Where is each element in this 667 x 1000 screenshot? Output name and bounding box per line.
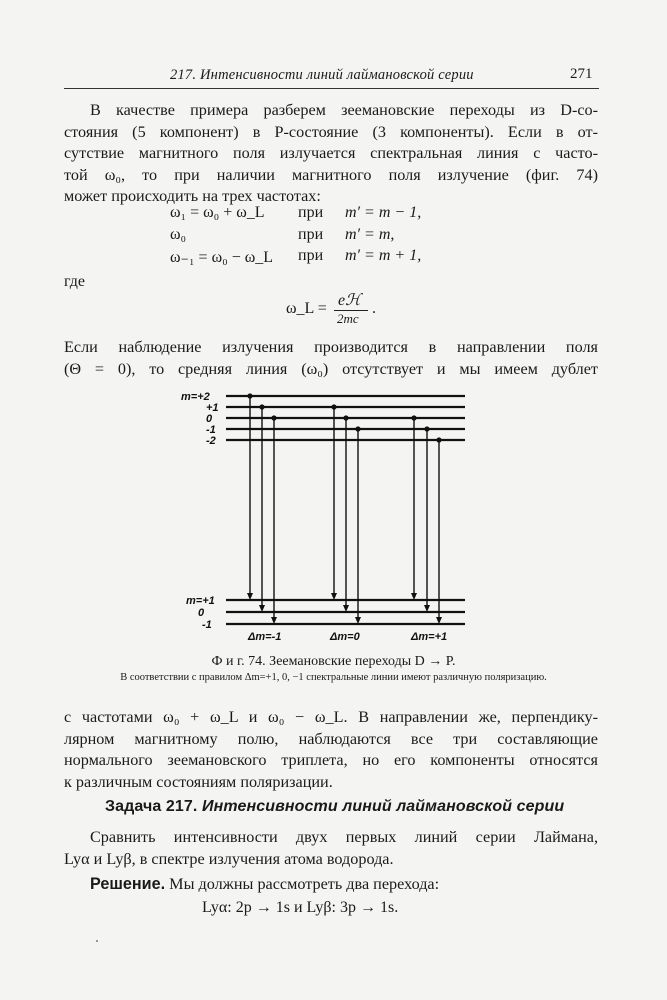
- paragraph-doublet: [64, 707, 598, 793]
- paragraph-task: [64, 827, 598, 870]
- transition-dot: [259, 404, 264, 409]
- zeeman-diagram: [175, 385, 475, 650]
- text-line: лярном магнитному полю, наблюдаются все три составляющие: [64, 729, 598, 748]
- text-line: [64, 874, 598, 896]
- equation-lhs: ω₀: [170, 226, 187, 243]
- header-rule: [64, 88, 599, 89]
- text-line: нормального зеемановского триплета, но его компоненты относятся: [64, 751, 598, 770]
- task-label: Задача 217.: [105, 798, 198, 815]
- equation-lhs: ω₁ = ω₀ + ω_L: [170, 204, 265, 221]
- omega-l-formula: [286, 290, 386, 330]
- formula-denominator: 2mc: [337, 311, 359, 326]
- transition-dot: [424, 426, 429, 431]
- upper-level-label: m=+2: [181, 391, 210, 403]
- transition-dot: [247, 393, 252, 398]
- text-line: Сравнить интенсивности двух первых линий серии Лаймана,: [90, 828, 598, 846]
- formula-lhs: ω_L =: [286, 300, 327, 317]
- lower-level-label: -1: [202, 619, 212, 631]
- group-label: Δm=+1: [411, 631, 448, 643]
- formula-end: .: [372, 300, 376, 317]
- equation-word: при: [298, 226, 324, 243]
- text-line: В качестве примера разберем зеемановские переходы из D-со-: [90, 101, 598, 119]
- group-label: Δm=-1: [248, 631, 282, 643]
- equation-word: при: [298, 204, 324, 221]
- equation-condition: m′ = m,: [345, 226, 395, 243]
- lower-level-label: m=+1: [186, 595, 215, 607]
- page-number: 271: [570, 66, 593, 82]
- upper-level-label: 0: [206, 413, 213, 425]
- text-line: Lyα и Lyβ, в спектре излучения атома водорода.: [64, 849, 394, 868]
- equation-lhs: ω₋₁ = ω₀ − ω_L: [170, 249, 274, 266]
- figure-note: В соответствии с правилом Δm=+1, 0, −1 спектральные линии имеют различную поляризацию.: [120, 672, 547, 683]
- lower-level-label: 0: [198, 607, 205, 619]
- transition-dot: [436, 437, 441, 442]
- text-line: к различным состояниям поляризации.: [64, 772, 333, 791]
- text-line: Если наблюдение излучения производится в направлении поля: [64, 338, 598, 356]
- transition-dot: [411, 415, 416, 420]
- paragraph-intro: [64, 100, 598, 208]
- formula-numerator: eℋ: [338, 292, 361, 309]
- transition-dot: [343, 415, 348, 420]
- equation-word: при: [298, 247, 324, 264]
- equation-condition: m′ = m − 1,: [345, 204, 422, 221]
- solution-text: Мы должны рассмотреть два перехода:: [169, 875, 440, 893]
- upper-level-label: -1: [206, 424, 216, 436]
- running-header: 217. Интенсивности линий лаймановской серии: [170, 67, 474, 83]
- text-line: может происходить на трех частотах:: [64, 187, 321, 206]
- task-title: Интенсивности линий лаймановской серии: [202, 798, 565, 815]
- task-heading: [105, 798, 564, 816]
- text-line: стояния (5 компонент) в P-состояние (3 компоненты). Если в от-: [64, 122, 598, 141]
- print-speck: [96, 940, 98, 942]
- upper-level-label: +1: [206, 402, 219, 414]
- upper-level-label: -2: [206, 435, 216, 447]
- solution-label: Решение.: [90, 875, 166, 893]
- solution-formula: Lyα: 2p → 1s и Lyβ: 3p → 1s.: [202, 899, 399, 916]
- group-label: Δm=0: [330, 631, 360, 643]
- transition-dot: [271, 415, 276, 420]
- text-line: с частотами ω₀ + ω_L и ω₀ − ω_L. В направлении же, перпендику-: [64, 708, 598, 726]
- where-label: где: [64, 273, 86, 290]
- figure-caption: Ф и г. 74. Зеемановские переходы D → P.: [211, 654, 456, 669]
- paragraph-observation: [64, 337, 598, 380]
- transition-dot: [355, 426, 360, 431]
- paragraph-solution: [64, 874, 598, 896]
- text-line: сутствие магнитного поля излучается спектральная линия с часто-: [64, 144, 598, 163]
- equation-condition: m′ = m + 1,: [345, 247, 422, 264]
- text-line: (Θ = 0), то средняя линия (ω₀) отсутствует и мы имеем дублет: [64, 359, 598, 378]
- transition-dot: [331, 404, 336, 409]
- text-line: той ω₀, то при наличии магнитного поля излучение (фиг. 74): [64, 165, 598, 184]
